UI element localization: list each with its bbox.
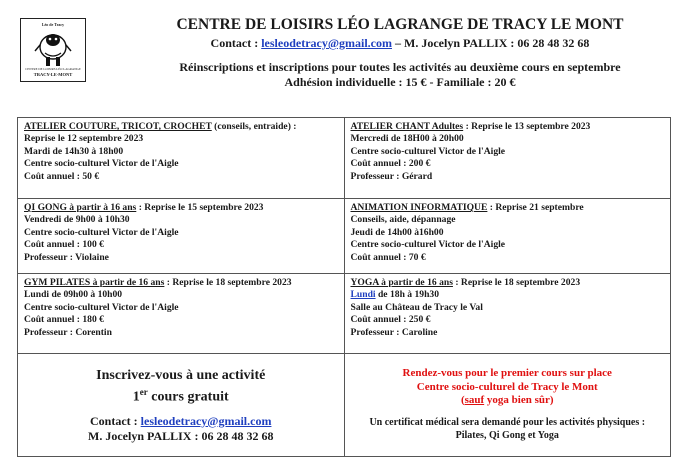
activity-title: YOGA à partir de 16 ans (350, 277, 453, 288)
activity-line: Coût annuel : 70 € (350, 251, 426, 263)
activity-yoga (344, 274, 671, 354)
activity-title: ATELIER CHANT Adultes (350, 121, 464, 132)
logo (20, 18, 86, 82)
activity-line: Coût annuel : 180 € (24, 314, 104, 326)
signup-cell (18, 354, 345, 457)
logo-caption: CENTRE DE LOISIRS LÉO LAGRANGE (25, 67, 81, 71)
activity-couture (18, 118, 345, 199)
logo-top-text: Léo de Tracy (41, 22, 65, 27)
activity-line: Conseils, aide, dépannage (350, 214, 456, 226)
activity-title: GYM PILATES à partir de 16 ans (24, 277, 165, 288)
signup-email-link[interactable]: lesleodetracy@gmail.com (140, 413, 272, 428)
signup-phone: M. Jocelyn PALLIX : 06 28 48 32 68 (88, 428, 274, 443)
activity-line: Centre socio-culturel Victor de l'Aigle (24, 301, 179, 313)
activity-line: Coût annuel : 50 € (24, 170, 100, 182)
activity-line: Centre socio-culturel Victor de l'Aigle (24, 158, 179, 170)
signup-contact-label: Contact : (90, 413, 141, 428)
paren-open: ( (460, 394, 465, 407)
activity-title-extra: : Reprise le 15 septembre 2023 (136, 202, 264, 213)
activity-line: Coût annuel : 250 € (350, 314, 431, 326)
activity-title: QI GONG à partir à 16 ans (24, 202, 137, 213)
activity-line: Centre socio-culturel Victor de l'Aigle (24, 226, 179, 238)
activity-line: Vendredi de 9h00 à 10h30 (24, 214, 130, 226)
contact-person: – M. Jocelyn PALLIX : 06 28 48 32 68 (392, 36, 590, 50)
free-lesson-superscript: er (139, 387, 148, 397)
certificate-line2: Pilates, Qi Gong et Yoga (455, 429, 559, 441)
header-contact (120, 36, 680, 51)
activity-line: Coût annuel : 200 € (350, 158, 431, 170)
yoga-time: de 18h à 19h30 (375, 289, 440, 301)
activity-title: ANIMATION INFORMATIQUE (350, 202, 488, 213)
activity-informatique (344, 199, 671, 274)
activity-title-extra: : Reprise le 13 septembre 2023 (463, 121, 591, 132)
activity-line: Centre socio-culturel Victor de l'Aigle (350, 239, 506, 251)
activity-title: ATELIER COUTURE, TRICOT, CROCHET (24, 121, 212, 132)
page-title: CENTRE DE LOISIRS LÉO LAGRANGE DE TRACY LE MONT (176, 16, 624, 33)
activities-table (17, 117, 671, 457)
reinscriptions-text: Réinscriptions et inscriptions pour toutes les activités au deuxième cours en septembre (179, 60, 621, 74)
activity-line: Professeur : Caroline (350, 326, 438, 338)
rendezvous-cell (344, 354, 671, 457)
activity-line: Mardi de 14h30 à 18h00 (24, 145, 124, 157)
activity-pilates (18, 274, 345, 354)
activity-title-extra: : Reprise le 18 septembre 2023 (452, 277, 581, 288)
yoga-day: Lundi (350, 289, 376, 301)
activity-title-extra: : Reprise le 18 septembre 2023 (164, 277, 292, 288)
signup-contact (24, 414, 338, 429)
adhesion-text: Adhésion individuelle : 15 € - Familiale : 20 € (284, 75, 516, 89)
sauf-word: sauf (464, 394, 485, 407)
logo-town: TRACY-LE-MONT (33, 72, 73, 77)
free-lesson-text (24, 384, 338, 406)
yoga-exception: yoga bien sûr) (484, 394, 554, 407)
activity-line: Reprise le 12 septembre 2023 (24, 133, 144, 145)
activity-line: Professeur : Violaine (24, 251, 109, 263)
activity-line: Professeur : Corentin (24, 326, 112, 338)
activity-line: Jeudi de 14h00 à16h00 (350, 226, 444, 238)
activity-chant (344, 118, 671, 199)
rendezvous-line3 (351, 394, 665, 408)
activity-line: Lundi de 09h00 à 10h00 (24, 289, 123, 301)
activity-line: Centre socio-culturel Victor de l'Aigle (350, 145, 506, 157)
activity-line: Salle au Château de Tracy le Val (350, 301, 483, 313)
signup-heading: Inscrivez-vous à une activité (96, 368, 266, 383)
activity-line: Professeur : Gérard (350, 170, 433, 182)
activity-title-extra: : Reprise 21 septembre (487, 202, 584, 213)
contact-label: Contact : (210, 36, 262, 50)
header-email-link[interactable]: lesleodetracy@gmail.com (261, 36, 392, 50)
certificate-line1: Un certificat médical sera demandé pour les activités physiques : (369, 416, 646, 428)
sheep-mascot-icon (21, 25, 85, 71)
activity-title-extra: (conseils, entraide) : (211, 121, 297, 132)
free-lesson-number: 1 (132, 389, 140, 405)
activity-qigong (18, 199, 345, 274)
free-lesson-rest: cours gratuit (147, 389, 229, 405)
activity-line: Coût annuel : 100 € (24, 239, 104, 251)
rendezvous-line1: Rendez-vous pour le premier cours sur place (402, 367, 612, 379)
rendezvous-line2: Centre socio-culturel de Tracy le Mont (416, 380, 598, 393)
activity-line: Mercredi de 18H00 à 20h00 (350, 133, 464, 145)
